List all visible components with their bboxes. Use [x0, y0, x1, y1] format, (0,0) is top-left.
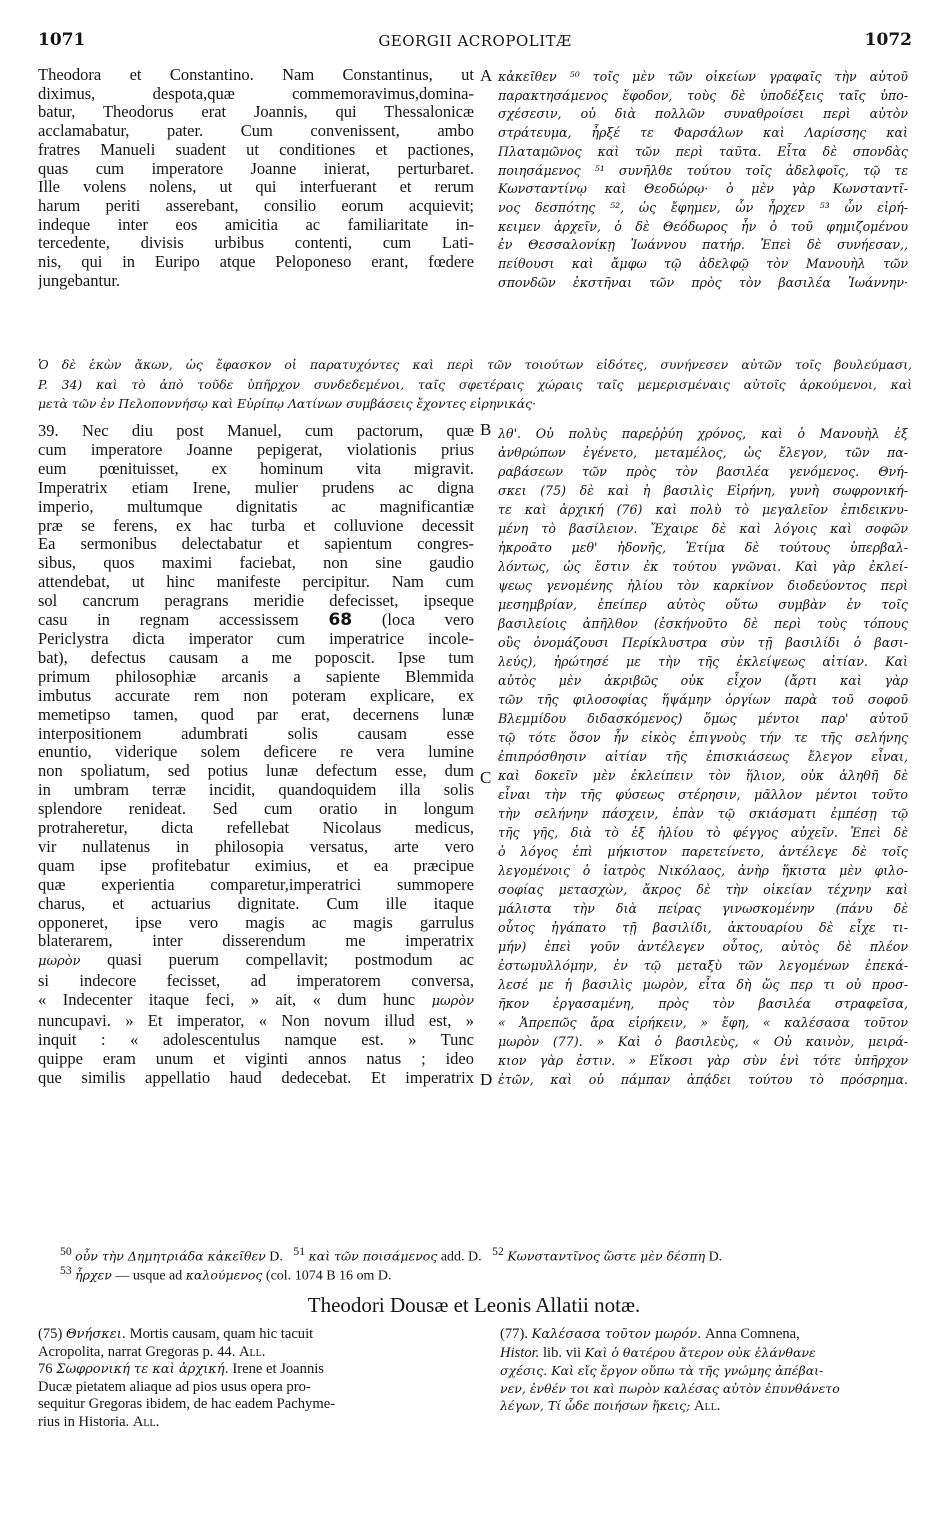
latin-line: quas cum imperatore Joanne inierat, perturbaret.	[38, 159, 474, 178]
latin-line: eum pœnituisset, ex hominum vita migravit.	[38, 459, 474, 478]
notes-left-column	[38, 1326, 478, 1431]
latin-line: 39. Nec diu post Manuel, cum pactorum, quæ	[38, 422, 474, 440]
latin-line: quæ experientia comparetur,imperatrici summopere	[38, 875, 474, 894]
footnote-number: 52	[492, 1245, 504, 1258]
greek-column-top	[498, 68, 908, 292]
greek-line: εἶναι τὴν τῆς φύσεως στέρησιν, μᾶλλον μέντοι τοῦτο	[498, 787, 908, 802]
note-line	[500, 1326, 910, 1344]
latin-line: memetipso tamen, quod par erat, decernens lunæ	[38, 705, 474, 724]
footnote-source: D.	[708, 1249, 723, 1265]
latin-line: charus, et actuarius dignitate. Cum ille itaque	[38, 894, 474, 913]
running-title: GEORGII ACROPOLITÆ	[378, 32, 572, 50]
greek-word: μωρὸν	[431, 994, 474, 1010]
note-lemma: Σωφρονική τε καὶ ἀρχική.	[56, 1362, 229, 1377]
notes-title: Theodori Dousæ et Leonis Allatii notæ.	[307, 1293, 641, 1317]
note-signature: All.	[132, 1413, 160, 1430]
footnote-greek: οὖν τὴν Δημητριάδα κἀκεῖθεν	[75, 1248, 266, 1264]
latin-line: in umbram terræ incidit, quandoquidem illa solis	[38, 781, 474, 800]
greek-line: ἐστωμυλλόμην, ἐν τῷ μεταξὺ τῶν λεγομένων ἐπεκά-	[498, 958, 908, 973]
greek-line: P. 34) καὶ τὸ ἀπὸ τοῦδε ὑπῆρχον συνδεδεμένοι, ταῖς σφετέραις χώραις ταῖς μεμερισμέναις αὐτοῖς ἀρκούμενοι, καὶ	[38, 376, 912, 392]
greek-line: σχέσεσιν, οὐ διὰ πολλῶν συναθροίσει περὶ αὐτὸν	[498, 106, 908, 122]
latin-line: non spoliatum, sed potius lunæ defectum esse, dum	[38, 762, 474, 781]
greek-line: λεύς), ἠρώτησέ με τὴν τῆς ἐκλείψεως αἰτίαν. Καὶ	[498, 654, 908, 669]
greek-line: μήν) ἐπεὶ γοῦν ἀντέλεγεν οὗτος, αὐτὸς δὲ πλέον	[498, 939, 908, 954]
latin-line: vir nullatenus in philosopia versatus, arte vero	[38, 837, 474, 856]
note-line	[500, 1344, 910, 1363]
note-line	[38, 1344, 478, 1362]
footnote-number: 50	[60, 1245, 72, 1258]
greek-line: μεσημβρίαν, ἐπείπερ αὐτὸς οὕτω συμβὰν ἐν τοῖς	[498, 597, 908, 612]
latin-line: Ille volens nolens, ut qui interfuerant et rerum	[38, 178, 474, 197]
footnote-greek: καὶ τῶν ποισάμενος	[308, 1248, 438, 1264]
footnote-text: — usque ad	[115, 1268, 183, 1284]
note-text: Acropolita, narrat Gregoras p. 44.	[38, 1343, 236, 1360]
greek-line: τε καὶ ἀρχική (76) καὶ πολὺ τὸ μεγαλεῖον ἐπιδεικνυ-	[498, 502, 908, 517]
greek-line: ραβάσεων τῶν πρὸς τὸν βασιλέα γενόμενος. Θνή-	[498, 464, 908, 479]
greek-line: κειμεν ἀρχεῖν, ὁ δὲ Θεόδωρος ἦν ὁ τοῦ φημιζομένου	[498, 218, 908, 234]
note-signature: All.	[694, 1398, 721, 1414]
greek-line: Ὁ δὲ ἑκὼν ἄκων, ὡς ἔφασκον οἱ παρατυχόντες καὶ περὶ τῶν τοιούτων εἰδότες, συνήνεσεν αὐτῶν τοῖς βουλεύμασι,	[38, 357, 912, 372]
page-marker: 68	[328, 611, 353, 630]
note-text: rius in Historia.	[38, 1413, 130, 1430]
greek-line: τὴν σελήνην πάσχειν, ἐπὰν τῷ σκιάσματι ἐμπέσῃ τῷ	[498, 806, 908, 821]
note-line: sequitur Gregoras ibidem, de hac eadem Pachyme-	[38, 1396, 336, 1412]
greek-line: τῶν τῆς φιλοσοφίας ἥψάμην ὀργίων παρὰ τοῦ σοφοῦ	[498, 692, 908, 707]
note-line	[500, 1397, 910, 1416]
latin-line: tercedente, divisis urbibus contenti, cum Lati-	[38, 234, 474, 253]
footnote-greek: ἦρχεν	[75, 1267, 112, 1283]
latin-line: Periclystra dicta imperator cum imperatrice incole-	[38, 629, 474, 648]
footnote-source: D.	[269, 1249, 283, 1265]
greek-line: λόντως, ὡς ἔστιν ἐκ τούτου γνῶναι. Καὶ γὰρ ἐκλεί-	[498, 559, 908, 574]
greek-line: μάλιστα τὴν διὰ πείρας γινωσκομένην (πάνυ δὲ	[498, 901, 908, 916]
greek-line: ἐτῶν, καὶ οὐ πάμπαν ἀπᾴδει τούτου τὸ πρόσρημα.	[498, 1072, 908, 1087]
footnote-line	[60, 1261, 920, 1286]
footnote-source: (col. 1074 B 16 om D.	[265, 1268, 392, 1284]
footnote-greek: Κωνσταντῖνος ὥστε μὲν δέσπη	[507, 1248, 706, 1264]
note-text: Histor.	[500, 1344, 540, 1361]
latin-line: protraheretur, dicta refellebat Nicolaus medicus,	[38, 819, 474, 838]
latin-line: imbutus accurate rem non poteram explicare, ex	[38, 686, 474, 705]
greek-line: μωρὸν (77). » Καὶ ὁ βασιλεὺς, « Οὐ καινὸν, μειρά-	[498, 1034, 908, 1049]
note-text: Mortis causam, quam hic tacuit	[129, 1326, 314, 1342]
greek-line: σπονδῶν ἐκστῆναι τῶν πρὸς τὸν βασιλέα Ἰωάννην·	[498, 274, 908, 290]
latin-line: primum philosophiæ arcanis a sapiente Blemmida	[38, 667, 474, 686]
greek-line: ῆκον ἐργασαμένη, πρὸς τὸν βασιλέα στραφεῖσα,	[498, 996, 908, 1011]
latin-line: sol cancrum peragrans meridie defecisset, ipseque	[38, 592, 474, 611]
note-lemma: Καλέσασα τοῦτον μωρόν.	[531, 1327, 702, 1342]
latin-line: acclamabatur, pater. Cum convenissent, ambo	[38, 122, 474, 141]
latin-line: nis, qui in Euripo atque Peloponeso erant, fœdere	[38, 253, 474, 272]
greek-line: σοφίας μετασχὼν, ἄκρος δὲ τὴν οἰκείαν τέχνην καὶ	[498, 882, 908, 897]
note-line: σχέσις. Καὶ εἴς ἔργον οὕπω τὰ τῆς γνώμης ἀπέβαι-	[500, 1363, 824, 1378]
greek-line: αὐτὸς μὲν ἀκριβῶς οὐκ εἶχον (ἄρτι καὶ γὰρ	[498, 673, 908, 688]
latin-line: jungebantur.	[38, 271, 121, 290]
greek-line: καὶ δοκεῖν μὲν ἐκλείπειν τὸν ἥλιον, οὐκ ἀληθῆ δὲ	[498, 768, 908, 783]
latin-line: Imperatrix etiam Irene, mulier prudens ac digna	[38, 478, 474, 497]
note-line: Ducæ pietatem aliaque ad pios usus opera pro-	[38, 1378, 311, 1395]
greek-line: « Ἀπρεπῶς ἄρα εἰρήκειν, » ἔφη, « καλέσασα τοῦτον	[498, 1015, 908, 1030]
latin-text: quasi puerum compellavit; postmodum ac	[107, 951, 474, 970]
note-number: (75)	[38, 1326, 63, 1342]
greek-line: Κωνσταντίνῳ καὶ Θεοδώρῳ· ὁ μὲν γὰρ Κωνσταντῖ-	[498, 181, 908, 197]
greek-line: τῷ τότε ὅσον ἦν εἰκὸς ἐπιγνοὺς τήν τε τῆς σελήνης	[498, 730, 908, 745]
latin-line: quam ipse profitebatur eximius, et ea præcipue	[38, 856, 474, 875]
greek-line: οὓς ὀνομάζουσι Περίκλυστρα σὺν τῇ βασιλίδι ὁ βασι-	[498, 635, 908, 650]
latin-line: Ea sermonibus delectabatur et sapientum congres-	[38, 535, 474, 554]
latin-line	[38, 611, 474, 630]
latin-line: enuntio, viderique solem deficere re vera lumine	[38, 743, 474, 762]
greek-column-main	[498, 424, 908, 1089]
greek-line: κἀκεῖθεν ⁵⁰ τοῖς μὲν τῶν οἰκείων γραφαῖς τὴν αὐτοῦ	[498, 69, 908, 84]
greek-line: νος δεσπότης ⁵², ὡς ἔφημεν, ὧν ἦρχεν ⁵³ ὧν εἰρή-	[498, 199, 908, 215]
greek-word: μωρὸν	[38, 954, 81, 970]
margin-letter-b: B	[480, 420, 492, 439]
latin-line: que similis appellatio haud dedecebat. Et imperatrix	[38, 1068, 474, 1087]
latin-text: casu in regnam accessissem	[38, 611, 299, 630]
latin-line: batur, Theodorus erat Joannis, qui Thessalonicæ	[38, 103, 474, 122]
greek-line: ἀνθρώπων ἐγένετο, μεταμέλος, ὡς ἔλεγον, τῶν πα-	[498, 445, 908, 460]
latin-line	[38, 991, 474, 1012]
footnote-number: 53	[60, 1264, 72, 1277]
latin-line: harum periti asserebant, consilio eorum acquievit;	[38, 196, 474, 215]
note-signature: All.	[239, 1343, 266, 1360]
footnote-number: 51	[293, 1245, 306, 1258]
page-header	[38, 30, 912, 54]
latin-line: splendore renideat. Sed cum oratio in longum	[38, 800, 474, 819]
latin-line: bat), defectus causam a me poposcit. Ipse tum	[38, 648, 474, 667]
greek-line: ὁ λόγος ἐπὶ μήκιστον παρετείνετο, ἀντέλεγε δὲ τοῖς	[498, 844, 908, 859]
latin-line	[38, 951, 474, 972]
footnote-greek: καλούμενος	[185, 1267, 263, 1283]
note-lemma: Θνήσκει.	[65, 1327, 126, 1342]
latin-line: imperio, multumque dignitatis ac magnificantiæ	[38, 497, 474, 516]
greek-line: ἐν Θεσσαλονίκῃ Ἰωάννου πατήρ. Ἐπεὶ δὲ συνήεσαν,,	[498, 237, 908, 253]
greek-line: πείθουσι καὶ ἄμφω τῷ ἀδελφῷ τὸν Μανουὴλ τῶν	[498, 256, 908, 272]
latin-line: cum imperatore Joanne pepigerat, violationis prius	[38, 440, 474, 459]
note-text: Anna Comnena,	[704, 1326, 800, 1342]
latin-column-top	[38, 66, 474, 290]
greek-line: κιον γὰρ ἐστιν. » Εἴκοσι γὰρ σὺν ἑνὶ τότε ὑπῆρχον	[498, 1053, 908, 1068]
greek-line: σκει (75) δὲ καὶ ἡ βασιλὶς Εἰρήνη, γυνὴ σωφρονική-	[498, 483, 908, 498]
latin-line: attendebat, ut hinc manifeste percipitur. Nam cum	[38, 573, 474, 592]
note-greek: Καὶ ὁ θατέρου ἄτερον οὐκ ἐλάνθανε	[584, 1344, 816, 1360]
latin-line: blaterarem, inter disserendum me imperatrix	[38, 932, 474, 951]
latin-line: interpositionem adumbrati solis causam esse	[38, 724, 474, 743]
latin-line: fratres Manueli suadent ut conditiones et pactiones,	[38, 140, 474, 159]
page-number-left: 1071	[38, 30, 86, 50]
note-number: (77).	[500, 1326, 528, 1342]
greek-line: ποιησάμενος ⁵¹ συνῆλθε τούτου τοῖς ἀδελφοῖς, τῷ τε	[498, 162, 908, 178]
latin-line: si indecore fecisset, ad imperatorem conversa,	[38, 972, 474, 991]
greek-line: βασιλείοις ἀπῆλθον (ἐσκήνοῦτο δὲ περὶ τοὺς τόπους	[498, 616, 908, 631]
margin-letter-a: A	[480, 66, 493, 85]
note-line	[38, 1361, 478, 1379]
notes-right-column	[500, 1326, 910, 1416]
greek-full-width	[38, 355, 912, 414]
greek-line: ἠκροᾶτο μεθ' ἡδονῆς, Ἐτίμα δὲ τούτους ὑπερβαλ-	[498, 540, 908, 555]
margin-letter-d: D	[480, 1070, 493, 1089]
latin-line: præ se ferens, ex hac turba et colluvione decessit	[38, 516, 474, 535]
greek-line: Πλαταμῶνος καὶ τῶν περὶ ταῦτα. Εἶτα δὲ σπονδὰς	[498, 143, 908, 159]
margin-letter-c: C	[480, 768, 492, 787]
greek-line: ἐπιπρόσθησιν αἰτίαν τῆς ἐπισκιάσεως ἔλεγον εἶναι,	[498, 749, 908, 764]
note-number: 76	[38, 1361, 53, 1377]
greek-line: ψεως γενομένης ἡλίου τὸν καρκίνον διοδεύοντος περὶ	[498, 578, 908, 593]
greek-line: μένη τὸ βασίλειον. Ἔχαιρε δὲ καὶ λόγοις καὶ σοφῶν	[498, 521, 908, 536]
greek-line: μετὰ τῶν ἐν Πελοποννήσῳ καὶ Εὐρίπῳ Λατίνων συμβάσεις ἔχοντες εἰρηνικάς·	[38, 396, 537, 412]
latin-text: « Indecenter itaque feci, » ait, « dum hunc	[38, 991, 416, 1010]
greek-line: παρακτησάμενος ἔφοδον, τοὺς δὲ ὑποδέξεις ταῖς ὑπο-	[498, 87, 908, 103]
latin-column-main	[38, 422, 474, 1088]
latin-line: opponeret, ipse vero magis ac magis garrulus	[38, 913, 474, 932]
note-line: νεν, ἐνθέν τοι καὶ πωρὸν καλέσας αὐτὸν ἐπυνθάνετο	[500, 1380, 840, 1396]
note-greek: λέγων, Τί ὧδε ποιήσων ἥκεις;	[500, 1398, 691, 1413]
latin-line: quippe eram unum et viginti annos natus ; ideo	[38, 1049, 474, 1068]
note-text: Irene et Joannis	[232, 1361, 324, 1377]
greek-line: τῆς γῆς, διὰ τὸ ἐξ ἡλίου τὸ φέγγος αὐχεῖν. Ἐπεὶ δὲ	[498, 825, 908, 840]
page-number-right: 1072	[864, 30, 912, 50]
greek-line: Βλεμμίδου διδασκόμενος) ὅμως μέντοι παρ' αὐτοῦ	[498, 711, 908, 726]
note-text: lib. vii	[543, 1344, 582, 1361]
greek-line: λθ'. Οὐ πολὺς παρεῤῥύη χρόνος, καὶ ὁ Μανουὴλ ἐξ	[498, 426, 908, 441]
footnote-source: add. D.	[440, 1249, 482, 1265]
greek-line: λεγομένοις ὁ ἰατρὸς Νικόλαος, ἀνὴρ ἥκιστα μὲν φιλο-	[498, 863, 908, 878]
latin-line: diximus, despota,quæ commemoravimus,domina-	[38, 84, 474, 103]
note-line	[38, 1414, 478, 1432]
latin-line: inquit : « adolescentulus namque est. » Tunc	[38, 1031, 474, 1049]
latin-line: nuncupavi. » Et imperator, « Non novum illud est, »	[38, 1012, 474, 1031]
note-line	[38, 1326, 478, 1344]
latin-text: (loca vero	[381, 611, 474, 630]
latin-line: Theodora et Constantino. Nam Constantinus, ut	[38, 66, 474, 84]
greek-line: στράτευμα, ἦρξέ τε Φαρσάλων καὶ Λαρίσσης καὶ	[498, 125, 908, 141]
latin-line: sibus, quos maximi faciebat, non sine gaudio	[38, 554, 474, 573]
latin-line: indeque inter eos amicitia ac familiaritate in-	[38, 215, 474, 234]
greek-line: λεσέ με ἡ βασιλὶς μωρὸν, εἶτα δὴ ὥς περ τι οὐ προσ-	[498, 977, 908, 992]
greek-line: οὗτος ἠγάπατο τῇ βασιλίδι, ἀκτουαρίου δὲ εἶχε τι-	[498, 920, 908, 935]
